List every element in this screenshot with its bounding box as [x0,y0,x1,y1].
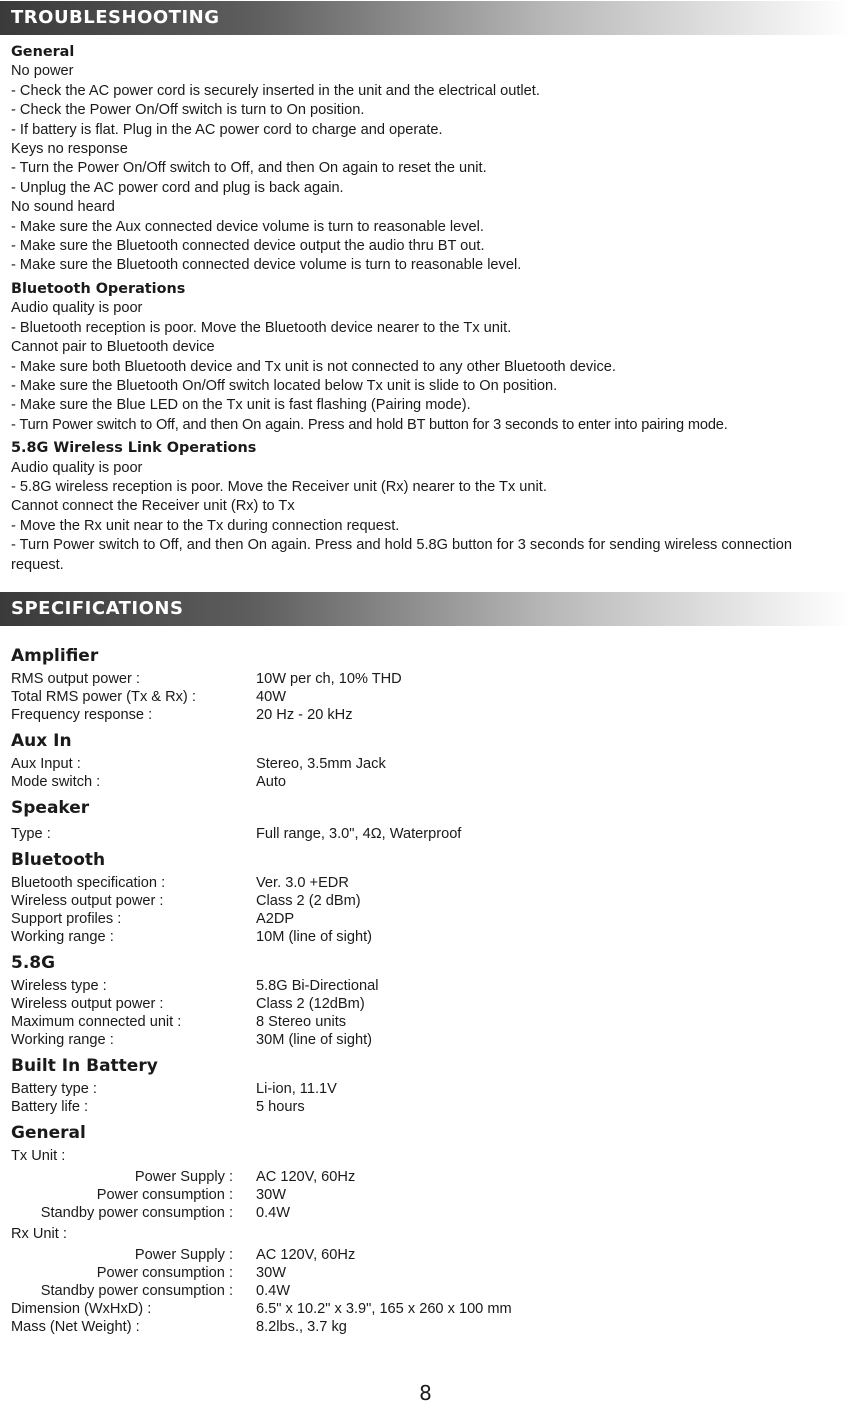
spec-rx-unit-label: Rx Unit : [11,1226,67,1242]
ts-heading-58g: 5.8G Wireless Link Operations [11,440,257,457]
ts-line: - Make sure the Bluetooth connected device volume is turn to reasonable level. [11,257,522,274]
spec-row [11,670,831,688]
ts-line: - Unplug the AC power cord and plug is back again. [11,179,344,196]
ts-line: - Make sure the Bluetooth connected device output the audio thru BT out. [11,238,485,255]
spec-value: 30W [256,1187,287,1203]
spec-value: 30W [256,1265,287,1281]
spec-row [11,910,831,928]
ts-section-general [11,43,851,276]
spec-label: Working range : [11,929,114,945]
spec-row [11,1031,831,1049]
spec-value: 5.8G Bi-Directional [256,978,379,994]
ts-line: - 5.8G wireless reception is poor. Move the Receiver unit (Rx) nearer to the Tx unit. [11,478,547,495]
troubleshooting-title: TROUBLESHOOTING [11,7,220,28]
spec-value: 8 Stereo units [256,1014,347,1030]
ts-line: Audio quality is poor [11,300,143,317]
ts-line: - Make sure the Aux connected device volume is turn to reasonable level. [11,218,484,235]
spec-value: Li-ion, 11.1V [256,1081,337,1097]
ts-section-58g [11,439,851,575]
spec-label: Power consumption : [96,1265,233,1281]
spec-row [11,825,831,843]
spec-value: AC 120V, 60Hz [256,1169,356,1185]
spec-value: 0.4W [256,1205,291,1221]
spec-row [11,1300,831,1318]
spec-row [11,995,831,1013]
ts-line: - Move the Rx unit near to the Tx during connection request. [11,517,400,534]
spec-row [11,755,831,773]
spec-row [11,1318,831,1336]
spec-tx-unit-label: Tx Unit : [11,1148,66,1164]
spec-value: 20 Hz - 20 kHz [256,707,353,723]
spec-value: 6.5" x 10.2" x 3.9", 165 x 260 x 100 mm [256,1301,512,1317]
spec-row [11,874,831,892]
spec-row [11,1246,831,1264]
specifications-content [11,645,831,1336]
spec-heading-aux: Aux In [11,731,72,751]
spec-value: 10W per ch, 10% THD [256,671,402,687]
spec-row [11,1013,831,1031]
ts-line: Cannot connect the Receiver unit (Rx) to Tx [11,498,295,515]
spec-row [11,1080,831,1098]
ts-line: No sound heard [11,199,115,216]
spec-value: Ver. 3.0 +EDR [256,875,349,891]
spec-value: Class 2 (12dBm) [256,996,365,1012]
spec-row [11,977,831,995]
page-number: 8 [419,1381,432,1405]
spec-heading-58g: 5.8G [11,953,56,973]
spec-label: Total RMS power (Tx & Rx) : [11,689,196,705]
spec-label: Type : [11,826,51,842]
ts-line: Cannot pair to Bluetooth device [11,339,215,356]
spec-label: Mass (Net Weight) : [11,1319,140,1335]
spec-label: Battery life : [11,1099,89,1115]
spec-value: 8.2lbs., 3.7 kg [256,1319,347,1335]
ts-line: - Turn the Power On/Off switch to Off, and then On again to reset the unit. [11,160,487,177]
spec-row [11,1168,831,1186]
spec-value: Auto [256,774,287,790]
spec-label: RMS output power : [11,671,140,687]
ts-line: - Check the Power On/Off switch is turn to On position. [11,102,365,119]
spec-label: Power Supply : [134,1247,233,1263]
spec-value: AC 120V, 60Hz [256,1247,356,1263]
ts-line: - Bluetooth reception is poor. Move the Bluetooth device nearer to the Tx unit. [11,319,512,336]
ts-section-bluetooth [11,280,851,435]
troubleshooting-content [11,43,851,575]
spec-label: Maximum connected unit : [11,1014,182,1030]
spec-label: Wireless output power : [11,996,164,1012]
ts-line: - Make sure the Blue LED on the Tx unit is fast flashing (Pairing mode). [11,397,471,414]
spec-label: Standby power consumption : [40,1283,233,1299]
ts-line: - Make sure both Bluetooth device and Tx unit is not connected to any other Bluetooth device. [11,358,616,375]
spec-value: 0.4W [256,1283,291,1299]
spec-value: Class 2 (2 dBm) [256,893,361,909]
spec-label: Working range : [11,1032,114,1048]
spec-heading-amplifier: Amplifier [11,646,99,666]
spec-row [11,1282,831,1300]
spec-value: 10M (line of sight) [256,929,372,945]
spec-label: Support profiles : [11,911,122,927]
spec-row [11,688,831,706]
spec-row [11,1098,831,1116]
spec-label: Standby power consumption : [40,1205,233,1221]
spec-row [11,1264,831,1282]
spec-value: 40W [256,689,287,705]
ts-line: No power [11,63,74,80]
spec-heading-battery: Built In Battery [11,1056,158,1076]
spec-row [11,1204,831,1222]
spec-label: Frequency response : [11,707,153,723]
ts-heading-general: General [11,44,75,60]
spec-row [11,892,831,910]
spec-value: Stereo, 3.5mm Jack [256,756,386,772]
ts-heading-bluetooth: Bluetooth Operations [11,280,186,297]
spec-value: 5 hours [256,1099,305,1115]
spec-row [11,773,831,791]
spec-label: Power consumption : [96,1187,233,1203]
ts-line: - Turn Power switch to Off, and then On again. Press and hold BT button for 3 seconds to enter into pairing mode. [11,416,728,433]
spec-row [11,1186,831,1204]
specifications-title: SPECIFICATIONS [11,598,184,619]
spec-value: Full range, 3.0", 4Ω, Waterproof [256,826,462,842]
ts-line: - If battery is flat. Plug in the AC power cord to charge and operate. [11,121,443,138]
spec-heading-bluetooth: Bluetooth [11,850,106,870]
ts-line: - Check the AC power cord is securely inserted in the unit and the electrical outlet. [11,82,540,99]
spec-value: 30M (line of sight) [256,1032,372,1048]
spec-label: Wireless type : [11,978,107,994]
spec-label: Wireless output power : [11,893,164,909]
spec-label: Dimension (WxHxD) : [11,1301,152,1317]
troubleshooting-banner [0,1,851,35]
ts-line: Audio quality is poor [11,459,143,476]
ts-line: Keys no response [11,141,128,158]
spec-label: Mode switch : [11,774,101,790]
ts-line: - Make sure the Bluetooth On/Off switch located below Tx unit is slide to On position. [11,377,558,394]
spec-label: Power Supply : [134,1169,233,1185]
spec-heading-general: General [11,1123,86,1143]
spec-label: Bluetooth specification : [11,875,166,891]
spec-label: Battery type : [11,1081,97,1097]
ts-line: - Turn Power switch to Off, and then On again. Press and hold 5.8G button for 3 seconds for sending wireless connection request. [11,537,792,573]
spec-heading-speaker: Speaker [11,798,90,818]
spec-row [11,928,831,946]
specifications-banner [0,592,851,626]
spec-row [11,706,831,724]
spec-value: A2DP [256,911,295,927]
spec-label: Aux Input : [11,756,81,772]
